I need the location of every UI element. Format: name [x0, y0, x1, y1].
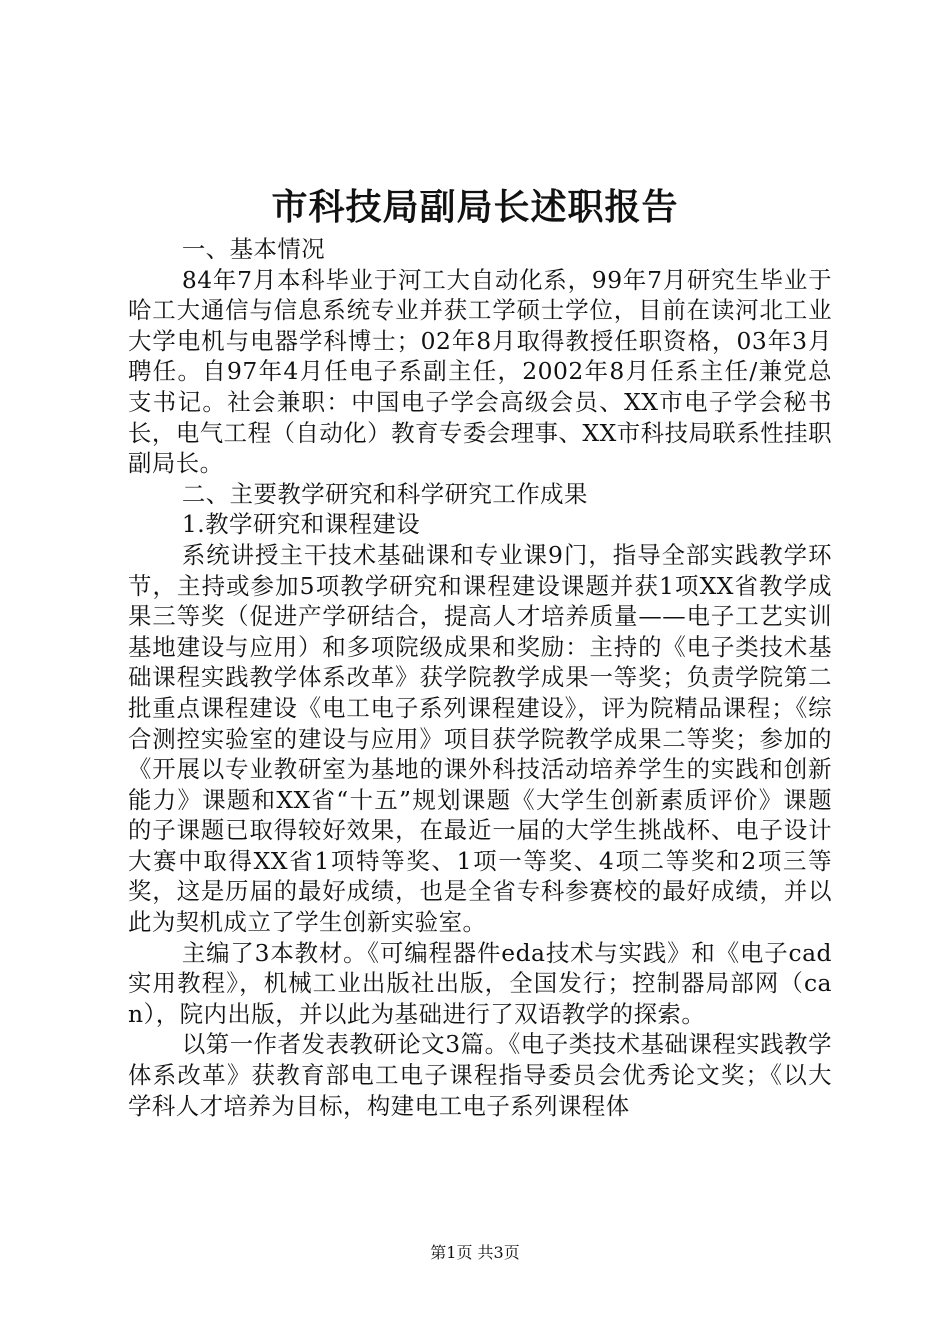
- document-body: [128, 234, 832, 1121]
- paragraph-background: 84年7月本科毕业于河工大自动化系，99年7月研究生毕业于哈工大通信与信息系统专业并获工学硕士学位，目前在读河北工业大学电机与电器学科博士；02年8月取得教授任职资格，03年3月聘任。自97年4月任电子系副主任，2002年8月任系主任/兼党总支书记。社会兼职：中国电子学会高级会员、XX市电子学会秘书长，电气工程（自动化）教育专委会理事、XX市科技局联系性挂职副局长。: [128, 265, 832, 478]
- paragraph-textbooks: 主编了3本教材。《可编程器件eda技术与实践》和《电子cad实用教程》，机械工业出版社出版，全国发行；控制器局部网（can），院内出版，并以此为基础进行了双语教学的探索。: [128, 938, 832, 1028]
- section-heading-achievements: 二、主要教学研究和科学研究工作成果: [181, 479, 588, 508]
- paragraph-papers: 以第一作者发表教研论文3篇。《电子类技术基础课程实践教学体系改革》获教育部电工电子课程指导委员会优秀论文奖；《以大学科人才培养为目标，构建电工电子系列课程体: [128, 1030, 832, 1120]
- subsection-heading-teaching: 1.教学研究和课程建设: [181, 510, 421, 539]
- section-heading-basic-info: 一、基本情况: [181, 235, 326, 263]
- page-number-footer: 第1页 共3页: [430, 1243, 520, 1262]
- paragraph-teaching-research: 系统讲授主干技术基础课和专业课9门，指导全部实践教学环节，主持或参加5项教学研究和课程建设课题并获1项XX省教学成果三等奖（促进产学研结合，提高人才培养质量——电子工艺实训基地建设与应用）和多项院级成果和奖励：主持的《电子类技术基础课程实践教学体系改革》获学院教学成果一等奖；负责学院第二批重点课程建设《电工电子系列课程建设》，评为院精品课程；《综合测控实验室的建设与应用》项目获学院教学成果二等奖；参加的《开展以专业教研室为基地的课外科技活动培养学生的实践和创新能力》课题和XX省“十五”规划课题《大学生创新素质评价》课题的子课题已取得较好效果，在最近一届的大学生挑战杯、电子设计大赛中取得XX省1项特等奖、1项一等奖、4项二等奖和2项三等奖，这是历届的最好成绩，也是全省专科参赛校的最好成绩，并以此为契机成立了学生创新实验室。: [128, 540, 832, 937]
- document-title: 市科技局副局长述职报告: [271, 187, 679, 228]
